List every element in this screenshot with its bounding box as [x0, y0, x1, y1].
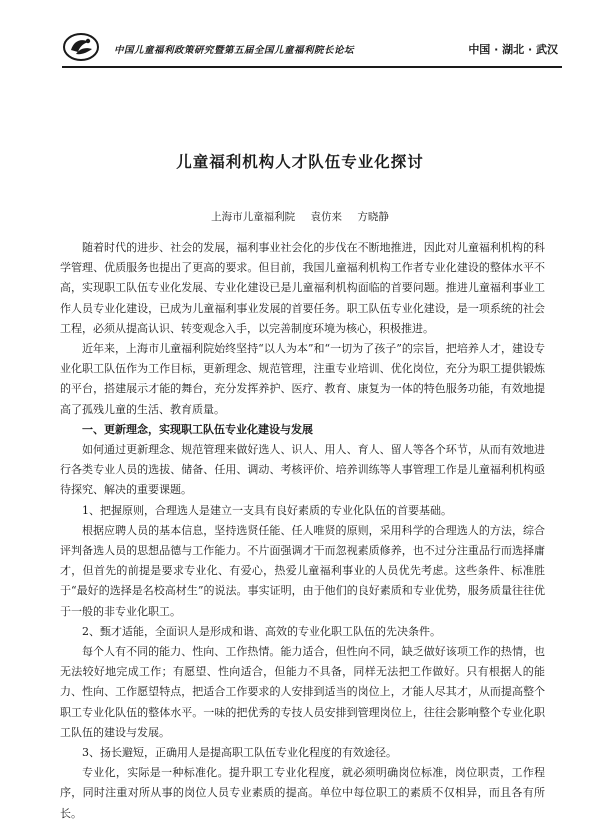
paragraph: 随着时代的进步、社会的发展，福利事业社会化的步伐在不断地推进，因此对儿童福利机构的科学管理、优质服务也提出了更高的要求。但目前，我国儿童福利机构工作者专业化建设的整体水平不高，实现职工队伍专业化发展、专业化建设已是儿童福利机构面临的首要问题。推进儿童福利事业工作人员专业化建设，已成为儿童福利事业发展的首要任务。职工队伍专业化建设，是一项系统的社会工程，必须从提高认识、转变观念入手，以完善制度环境为核心，积极推进。: [60, 241, 545, 335]
subheading: 3、扬长避短，正确用人是提高职工队伍专业化程度的有效途径。: [82, 746, 397, 760]
page-header: [62, 32, 562, 68]
article-body: [60, 238, 545, 821]
subheading: 2、甄才适能，全面识人是形成和谐、高效的专业化职工队伍的先决条件。: [82, 624, 441, 638]
series-title: 中国儿童福利政策研究暨第五届全国儿童福利院长论坛: [114, 45, 355, 56]
affiliation: 上海市儿童福利院: [211, 211, 296, 223]
paragraph: 如何通过更新理念、规范管理来做好选人、识人、用人、育人、留人等各个环节，从而有效地进行各类专业人员的选拔、储备、任用、调动、考核评价、培养训练等人事管理工作是儿童福利机构亟待探究、解决的重要课题。: [60, 443, 545, 497]
paragraph: 根据应聘人员的基本信息，坚持选贤任能、任人唯贤的原则，采用科学的合理选人的方法，综合评判备选人员的思想品德与工作能力。不片面强调才干而忽视素质修养，也不过分注重品行而选择庸才，但首先的前提是要求专业化、有爱心，热爱儿童福利事业的人员优先考虑。这些条件、标准胜于“最好的选择是名校高材生”的说法。事实证明，由于他们的良好素质和专业优势，服务质量往往优于一般的非专业化职工。: [60, 523, 545, 618]
paragraph: 每个人有不同的能力、性向、工作热情。能力适合，但性向不同，缺乏做好该项工作的热情，也无法较好地完成工作；有愿望、性向适合，但能力不具备，同样无法把工作做好。只有根据人的能力、性向、工作愿望特点，把适合工作要求的人安排到适当的岗位上，才能人尽其才，从而提高整个职工专业化队伍的整体水平。一味的把优秀的专技人员安排到管理岗位上，往往会影响整个专业化职工队伍的建设与发展。: [60, 645, 545, 739]
subheading: 1、把握原则，合理选人是建立一支具有良好素质的专业化队伍的首要基础。: [82, 503, 452, 517]
author-name: 方晓静: [357, 211, 389, 223]
paragraph: 近年来，上海市儿童福利院始终坚持“以人为本”和“一切为了孩子”的宗旨，把培养人才，建设专业化职工队伍作为工作目标，更新理念、规范管理，注重专业培训、优化岗位，充分为职工提供锻炼的平台，搭建展示才能的舞台，充分发挥养护、医疗、教育、康复为一体的特色服务功能，有效地提高了孤残儿童的生活、教育质量。: [60, 342, 545, 416]
section-heading: 一、更新理念，实现职工队伍专业化建设与发展: [82, 422, 313, 436]
location-label: 中国 · 湖北 · 武汉: [468, 43, 558, 56]
article-title: 儿童福利机构人才队伍专业化探讨: [176, 153, 424, 171]
author-name: 袁仿来: [310, 211, 342, 223]
forum-logo-icon: [62, 32, 100, 62]
paragraph: 专业化，实际是一种标准化。提升职工专业化程度，就必须明确岗位标准，岗位职责，工作程序，同时注重对所从事的岗位人员专业素质的提高。单位中每位职工的素质不仅相异，而且各有所长。: [60, 766, 545, 820]
author-line: [0, 209, 600, 224]
